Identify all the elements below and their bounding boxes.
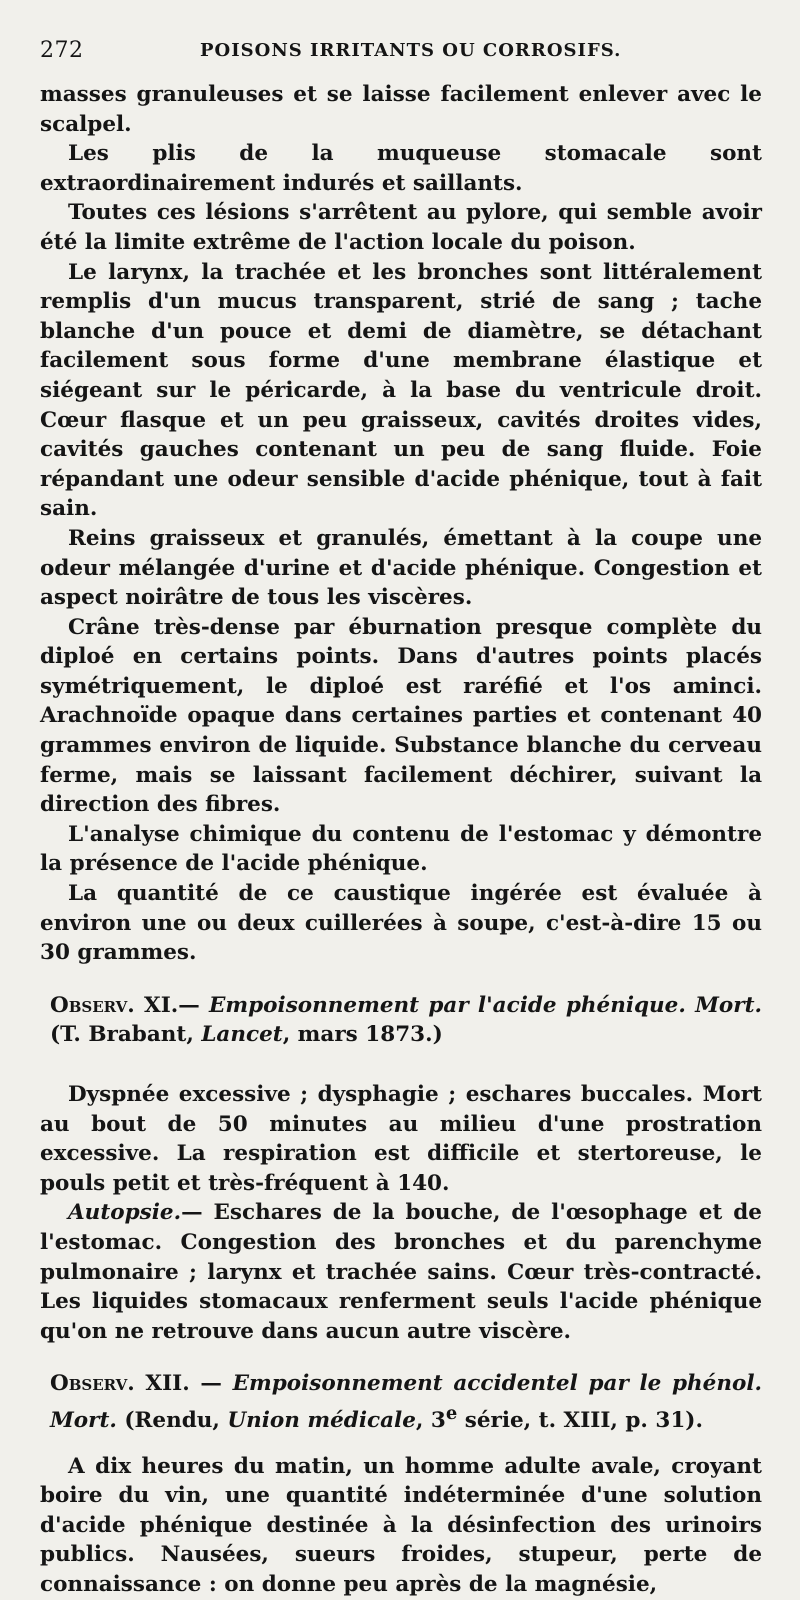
observation-ref-end: série, t. XIII, p. 31). — [457, 1408, 703, 1434]
running-title: POISONS IRRITANTS OU CORROSIFS. — [200, 40, 622, 61]
paragraph: Toutes ces lésions s'arrêtent au pylore, qui semble avoir été la limite extrême de l'action locale du poison. — [40, 200, 762, 255]
paragraph: Le larynx, la trachée et les bronches sont littéralement remplis d'un mucus transparent, strié de sang ; tache blanche d'un pouce et demi de diamètre, se détachant facilement sous forme d'une membrane élastique et siégeant sur le péricarde, à la base du ventricule droit. Cœur flasque et un peu graisseux, cavités droites vides, cavités gauches contenant un peu de sang fluide. Foie répandant une odeur sensible d'acide phénique, tout à fait sain. — [40, 259, 762, 522]
paragraph: Crâne très-dense par éburnation presque complète du diploé en certains points. Dans d'autres points placés symétriquement, le diploé est raréfié et l'os aminci. Arachnoïde opaque dans certaines parties et contenant 40 grammes environ de liquide. Substance blanche du cerveau ferme, mais se laissant facilement déchirer, suivant la direction des fibres. — [40, 614, 762, 818]
observation-heading-xi — [40, 991, 762, 1050]
autopsy-paragraph — [40, 1198, 762, 1346]
observation-journal: Union médicale — [227, 1408, 416, 1434]
observation-dash: — — [189, 1371, 233, 1397]
observation-title: Empoisonnement par l'acide phénique. Mort. — [209, 992, 762, 1018]
observation-dash: — — [178, 992, 210, 1018]
observation-ref-end: , mars 1873.) — [282, 1022, 443, 1048]
autopsy-text: — Eschares de la bouche, de l'œsophage et de l'estomac. Congestion des bronches et du parenchyme pulmonaire ; larynx et trachée sains. Cœur très-contracté. Les liquides stomacaux renferment seuls l'acide phénique qu'on ne retrouve dans aucun autre viscère. — [40, 1200, 762, 1344]
observation-body: Dyspnée excessive ; dysphagie ; eschares buccales. Mort au bout de 50 minutes au milieu d'une prostration excessive. La respiration est difficile et stertoreuse, le pouls petit et très-fréquent à 140. — [40, 1082, 762, 1196]
paragraph: Reins graisseux et granulés, émettant à la coupe une odeur mélangée d'urine et d'acide phénique. Congestion et aspect noirâtre de tous les viscères. — [40, 525, 762, 611]
observation-ref: (Rendu, — [116, 1408, 228, 1434]
paragraph: masses granuleuses et se laisse facilement enlever avec le scalpel. — [40, 82, 762, 137]
observation-body: A dix heures du matin, un homme adulte avale, croyant boire du vin, une quantité indéterminée d'une solution d'acide phénique destinée à la désinfection des urinoirs publics. Nausées, sueurs froides, stupeur, perte de connaissance : on donne peu après de la magnésie, — [40, 1453, 762, 1598]
paragraph: La quantité de ce caustique ingérée est évaluée à environ une ou deux cuillerées à soupe, c'est-à-dire 15 ou 30 grammes. — [40, 881, 762, 966]
page-header — [40, 38, 770, 70]
observation-label: Observ. XII. — [50, 1371, 190, 1397]
observation-ref-series: , 3 — [415, 1408, 446, 1434]
observation-journal: Lancet — [201, 1022, 283, 1048]
observation-title: Empoisonnement accidentel par le phénol. Mort. — [50, 1371, 762, 1434]
page-number: 272 — [40, 38, 84, 63]
paragraph: Les plis de la muqueuse stomacale sont extraordinairement indurés et saillants. — [40, 141, 762, 196]
observation-label: Observ. XI. — [50, 992, 179, 1018]
observation-heading-xii — [40, 1369, 762, 1435]
superscript: e — [445, 1402, 458, 1424]
page-body — [40, 80, 762, 1600]
observation-ref: (T. Brabant, — [50, 1022, 202, 1048]
paragraph: L'analyse chimique du contenu de l'estomac y démontre la présence de l'acide phénique. — [40, 821, 762, 877]
autopsy-label: Autopsie. — [68, 1200, 182, 1226]
